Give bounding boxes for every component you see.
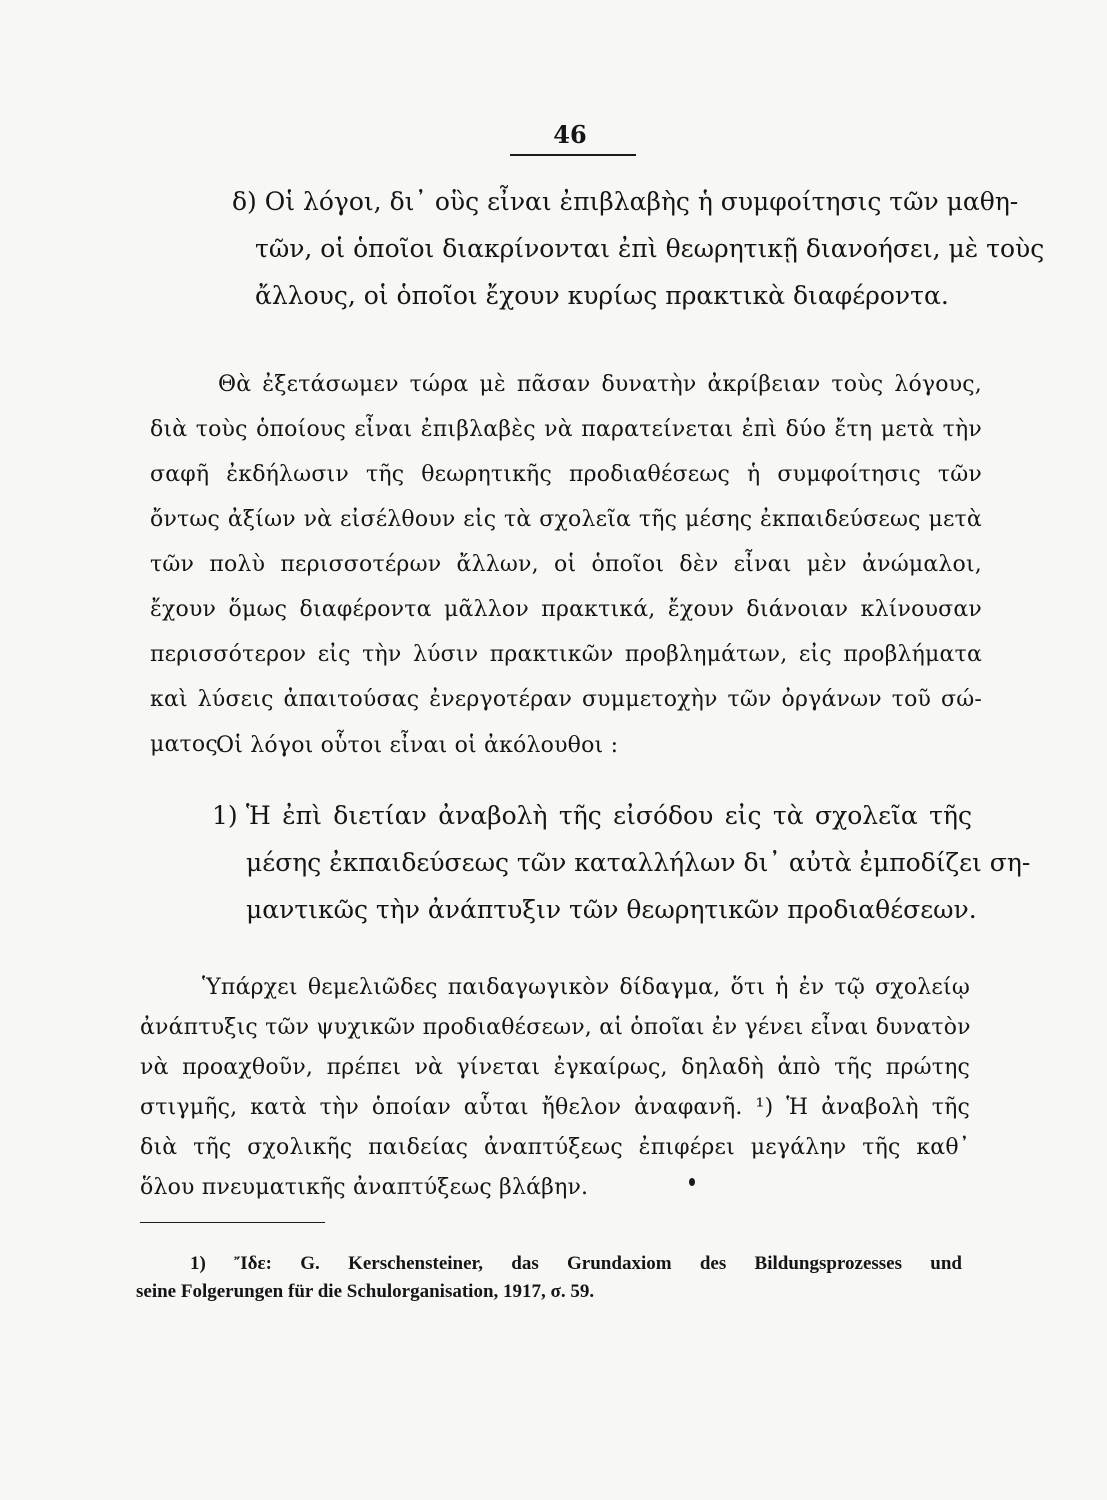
footnote-separator <box>140 1222 325 1223</box>
text-line: διὰ τοὺς ὁποίους εἶναι ἐπιβλαβὲς νὰ παρατείνεται ἐπὶ δύο ἔτη μετὰ τὴν <box>150 417 982 442</box>
text-line: σαφῆ ἐκδήλωσιν τῆς θεωρητικῆς προδιαθέσεως ἡ συμφοίτησις τῶν <box>150 462 982 487</box>
body-paragraph-2 <box>216 722 816 769</box>
text-line: ἀνάπτυξις τῶν ψυχικῶν προδιαθέσεων, αἱ ὁποῖαι ἐν γένει εἶναι δυνατὸν <box>140 1015 971 1040</box>
text-line: τῶν πολὺ περισσοτέρων ἄλλων, οἱ ὁποῖοι δὲν εἶναι μὲν ἀνώμαλοι, <box>150 552 982 577</box>
footnote-line: seine Folgerungen für die Schulorganisation, 1917, σ. 59. <box>136 1281 595 1302</box>
page-number-underline <box>510 154 636 156</box>
text-line: Ἡ ἐπὶ διετίαν ἀναβολὴ τῆς εἰσόδου εἰς τὰ σχολεῖα τῆς <box>246 801 972 830</box>
text-line: δ) Οἱ λόγοι, δι᾽ οὓς εἶναι ἐπιβλαβὴς ἡ συμφοίτησις τῶν μαθη- <box>232 187 1019 216</box>
text-line: μαντικῶς τὴν ἀνάπτυξιν τῶν θεωρητικῶν προδιαθέσεων. <box>246 895 977 924</box>
text-line: μέσης ἐκπαιδεύσεως τῶν καταλλήλων δι᾽ αὐτὰ ἐμποδίζει ση- <box>246 848 1031 877</box>
text-line: ὄντως ἀξίων νὰ εἰσέλθουν εἰς τὰ σχολεῖα τῆς μέσης ἐκπαιδεύσεως μετὰ <box>150 507 982 532</box>
text-line: Θὰ ἐξετάσωμεν τώρα μὲ πᾶσαν δυνατὴν ἀκρίβειαν τοὺς λόγους, <box>218 372 982 397</box>
text-line: νὰ προαχθοῦν, πρέπει νὰ γίνεται ἐγκαίρως, δηλαδὴ ἀπὸ τῆς πρώτης <box>140 1055 970 1080</box>
list-item-1 <box>150 792 1031 933</box>
text-line: Ὑπάρχει θεμελιῶδες παιδαγωγικὸν δίδαγμα, ὅτι ἡ ἐν τῷ σχολείῳ <box>202 975 970 1000</box>
text-line: περισσότερον εἰς τὴν λύσιν πρακτικῶν προβλημάτων, εἰς προβλήματα <box>150 642 982 667</box>
text-line: καὶ λύσεις ἀπαιτούσας ἐνεργοτέραν συμμετοχὴν τῶν ὀργάνων τοῦ σώ- <box>150 687 982 712</box>
text-line: στιγμῆς, κατὰ τὴν ὁποίαν αὗται ἤθελον ἀναφανῆ. ¹) Ἡ ἀναβολὴ τῆς <box>140 1095 970 1120</box>
text-line: διὰ τῆς σχολικῆς παιδείας ἀναπτύξεως ἐπιφέρει μεγάλην τῆς καθ᾽ <box>140 1135 970 1160</box>
body-paragraph-1 <box>150 362 982 767</box>
text-line: Οἱ λόγοι οὗτοι εἶναι οἱ ἀκόλουθοι : <box>216 733 619 758</box>
ink-dot <box>689 1178 695 1186</box>
body-paragraph-3 <box>140 968 970 1208</box>
footnote-line: 1) Ἴδε: G. Kerschensteiner, das Grundaxiom des Bildungsprozesses und <box>190 1253 962 1274</box>
text-line: ὅλου πνευματικῆς ἀναπτύξεως βλάβην. <box>140 1175 589 1200</box>
text-line: ἔχουν ὅμως διαφέροντα μᾶλλον πρακτικά, ἔχουν διάνοιαν κλίνουσαν <box>150 597 982 622</box>
list-item-marker: 1) <box>212 801 238 830</box>
text-line: τῶν, οἱ ὁποῖοι διακρίνονται ἐπὶ θεωρητικῇ διανοήσει, μὲ τοὺς <box>255 234 1045 263</box>
footnote <box>136 1250 962 1306</box>
page-number: 46 <box>553 120 587 149</box>
section-delta-paragraph <box>150 178 1045 319</box>
text-line: ἄλλους, οἱ ὁποῖοι ἔχουν κυρίως πρακτικὰ διαφέροντα. <box>255 281 949 310</box>
text-line: ματος. <box>150 732 226 757</box>
